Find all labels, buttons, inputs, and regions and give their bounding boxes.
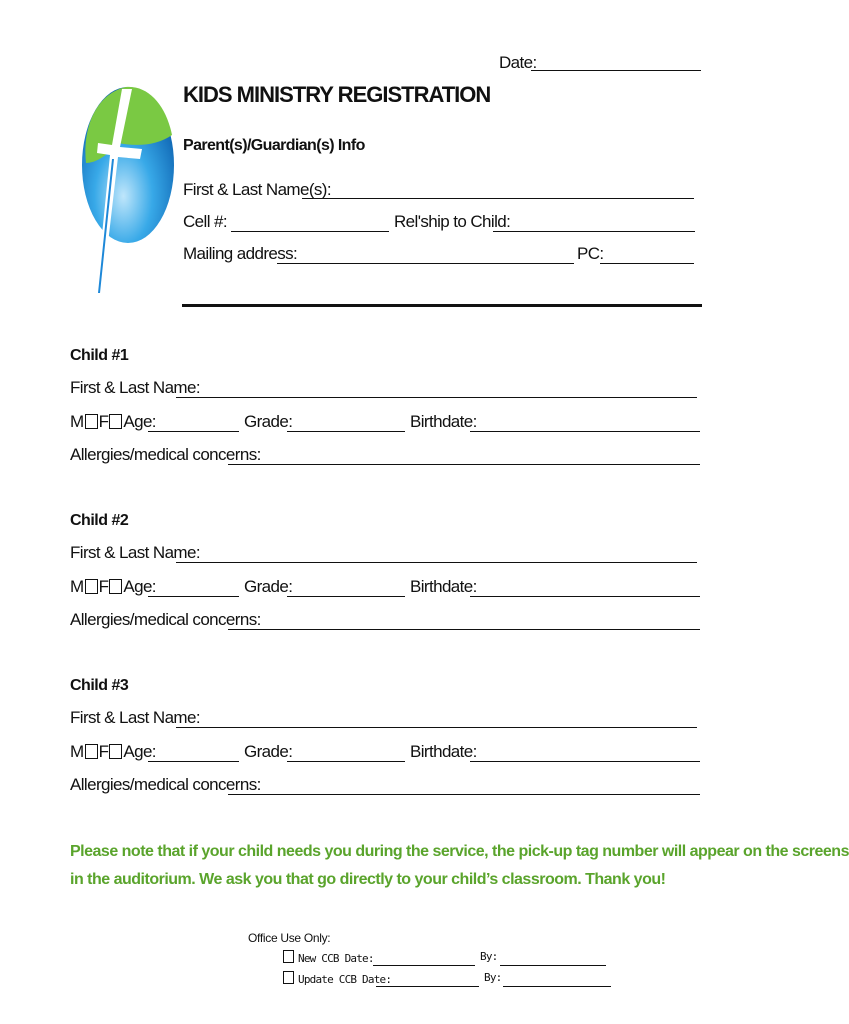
age-label: Age:	[123, 742, 156, 761]
new-by-label: By:	[480, 950, 498, 963]
child-sex-age-row	[70, 412, 156, 432]
grade-label: Grade:	[244, 742, 293, 761]
parent-name-label: First & Last Name(s):	[183, 180, 331, 199]
female-checkbox[interactable]	[109, 744, 122, 759]
male-checkbox[interactable]	[85, 744, 98, 759]
office-update-row	[283, 971, 391, 986]
female-checkbox[interactable]	[109, 414, 122, 429]
child-name-label: First & Last Name:	[70, 708, 200, 727]
relationship-label: Rel'ship to Child:	[394, 212, 511, 231]
date-field[interactable]	[531, 70, 701, 71]
cell-label: Cell #:	[183, 212, 227, 231]
parent-name-field[interactable]	[302, 198, 694, 199]
update-ccb-checkbox[interactable]	[283, 971, 294, 984]
child-sex-age-row	[70, 742, 156, 762]
age-field[interactable]	[148, 596, 239, 597]
child-name-label: First & Last Name:	[70, 378, 200, 397]
male-label: M	[70, 742, 84, 761]
grade-field[interactable]	[287, 431, 405, 432]
child-name-field[interactable]	[176, 727, 697, 728]
birthdate-field[interactable]	[470, 431, 700, 432]
pickup-note-line2: in the auditorium. We ask you that go directly to your child’s classroom. Thank you!	[70, 871, 666, 888]
address-label: Mailing address:	[183, 244, 298, 263]
allergies-field[interactable]	[228, 629, 700, 630]
child-name-label: First & Last Name:	[70, 543, 200, 562]
address-field[interactable]	[277, 263, 574, 264]
child-title: Child #1	[70, 347, 129, 364]
page-title: KIDS MINISTRY REGISTRATION	[183, 82, 491, 107]
new-ccb-date-field[interactable]	[373, 965, 475, 966]
section-divider	[182, 304, 702, 307]
birthdate-label: Birthdate:	[410, 742, 477, 761]
update-by-field[interactable]	[503, 986, 611, 987]
new-by-field[interactable]	[500, 965, 606, 966]
birthdate-field[interactable]	[470, 596, 700, 597]
pc-field[interactable]	[600, 263, 694, 264]
cell-field[interactable]	[231, 231, 389, 232]
allergies-field[interactable]	[228, 464, 700, 465]
child-name-field[interactable]	[176, 562, 697, 563]
date-label: Date:	[499, 53, 537, 72]
child-name-field[interactable]	[176, 397, 697, 398]
allergies-field[interactable]	[228, 794, 700, 795]
child-title: Child #3	[70, 677, 129, 694]
male-checkbox[interactable]	[85, 579, 98, 594]
female-label: F	[98, 742, 109, 761]
birthdate-label: Birthdate:	[410, 412, 477, 431]
age-label: Age:	[123, 577, 156, 596]
birthdate-field[interactable]	[470, 761, 700, 762]
office-new-row	[283, 950, 374, 965]
child-title: Child #2	[70, 512, 129, 529]
ministry-logo	[78, 85, 178, 297]
male-checkbox[interactable]	[85, 414, 98, 429]
grade-field[interactable]	[287, 761, 405, 762]
birthdate-label: Birthdate:	[410, 577, 477, 596]
update-ccb-date-field[interactable]	[376, 986, 479, 987]
grade-label: Grade:	[244, 412, 293, 431]
update-ccb-label: Update CCB Date:	[298, 973, 392, 986]
age-field[interactable]	[148, 761, 239, 762]
parent-section-title: Parent(s)/Guardian(s) Info	[183, 137, 365, 154]
female-label: F	[98, 412, 109, 431]
age-field[interactable]	[148, 431, 239, 432]
male-label: M	[70, 412, 84, 431]
new-ccb-checkbox[interactable]	[283, 950, 294, 963]
female-label: F	[98, 577, 109, 596]
male-label: M	[70, 577, 84, 596]
relationship-field[interactable]	[493, 231, 695, 232]
age-label: Age:	[123, 412, 156, 431]
office-use-title: Office Use Only:	[248, 931, 331, 945]
grade-label: Grade:	[244, 577, 293, 596]
allergies-label: Allergies/medical concerns:	[70, 610, 261, 629]
pickup-note-line1: Please note that if your child needs you during the service, the pick-up tag number will appear on the screens	[70, 843, 849, 860]
grade-field[interactable]	[287, 596, 405, 597]
allergies-label: Allergies/medical concerns:	[70, 775, 261, 794]
update-by-label: By:	[484, 971, 502, 984]
allergies-label: Allergies/medical concerns:	[70, 445, 261, 464]
pc-label: PC:	[577, 244, 604, 263]
child-sex-age-row	[70, 577, 156, 597]
female-checkbox[interactable]	[109, 579, 122, 594]
new-ccb-label: New CCB Date:	[298, 952, 374, 965]
